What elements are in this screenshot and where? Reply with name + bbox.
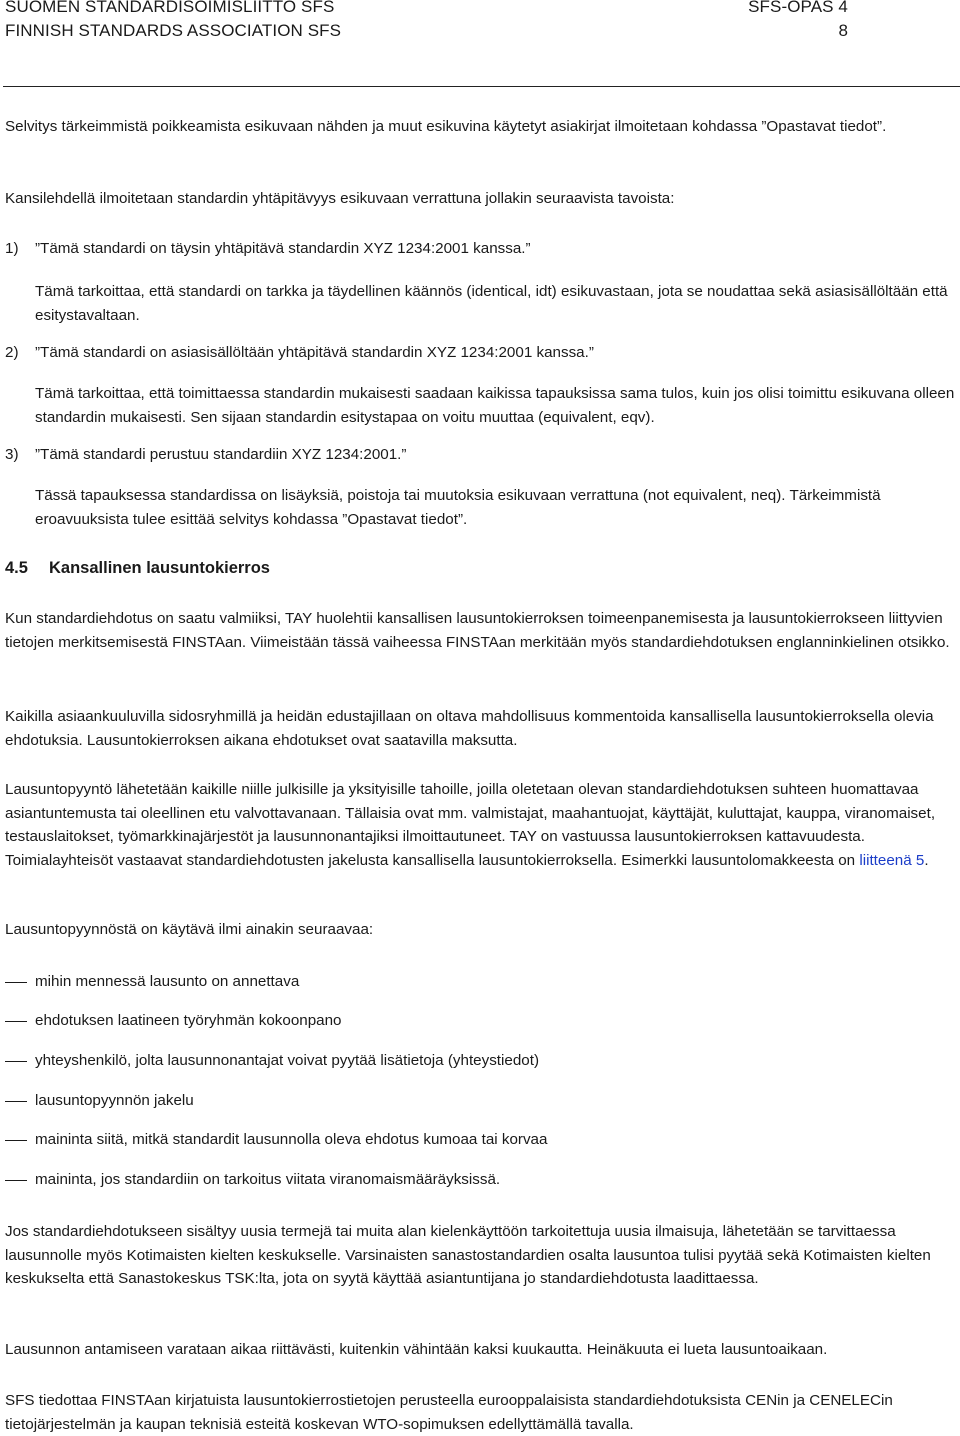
organization-name-finnish: SUOMEN STANDARDISOIMISLIITTO SFS [5, 0, 335, 16]
section-paragraph-2: Kaikilla asiaankuuluvilla sidosryhmillä ja heidän edustajillaan on oltava mahdollisuus kommentoida kansallisella lausuntokierroksella olevia ehdotuksia. Lausuntokierroksen aikana ehdotukset ovat saatavilla maksutta. [5, 708, 934, 749]
option-3-number: 3) [5, 446, 19, 463]
list-dash [5, 1101, 27, 1102]
option-1-explanation: Tämä tarkoittaa, että standardi on tarkka ja täydellinen käännös (identical, idt) esikuvastaan, jota se noudattaa sekä asiasisällöltään että esitystavaltaan. [35, 283, 948, 324]
header-divider [3, 86, 960, 87]
section-paragraph-6: Lausunnon antamiseen varataan aikaa riittävästi, kuitenkin vähintään kaksi kuukautta. Heinäkuuta ei lueta lausuntoaikaan. [5, 1341, 828, 1358]
list-item: yhteyshenkilö, jolta lausunnonantajat voivat pyytää lisätietoja (yhteystiedot) [35, 1052, 540, 1069]
section-paragraph-3 [5, 778, 955, 872]
option-2-number: 2) [5, 344, 19, 361]
list-item: maininta siitä, mitkä standardit lausunnolla oleva ehdotus kumoaa tai korvaa [35, 1131, 548, 1148]
section-paragraph-4: Lausuntopyynnöstä on käytävä ilmi ainakin seuraavaa: [5, 921, 374, 938]
list-dash [5, 1140, 27, 1141]
section-paragraph-5: Jos standardiehdotukseen sisältyy uusia termejä tai muita alan kielenkäyttöön tarkoitettuja uusia ilmaisuja, lähetetään se tarvittaessa lausunnolle myös Kotimaisten kielten keskukselle. Varsinaisten sanastostandardien osalta lausuntoa tulisi pyytää sekä Kotimaisten kielten keskukselta että Sanastokeskus TSK:lta, jota on syytä käyttää asiantuntijana jo standardiehdotusta laadittaessa. [5, 1223, 931, 1287]
list-item: maininta, jos standardiin on tarkoitus viitata viranomaismääräyksissä. [35, 1171, 501, 1188]
page-header-row-1 [5, 0, 960, 18]
intro-paragraph-1: Selvitys tärkeimmistä poikkeamista esikuvaan nähden ja muut esikuvina käytetyt asiakirjat ilmoitetaan kohdassa ”Opastavat tiedot”. [5, 118, 887, 135]
appendix-5-link[interactable]: liitteenä 5 [859, 851, 925, 869]
section-paragraph-1: Kun standardiehdotus on saatu valmiiksi, TAY huolehtii kansallisen lausuntokierroksen toimeenpanemisesta ja lausuntokierrokseen liittyvien tietojen merkitsemisestä FINSTAan. Viimeistään tässä vaiheessa FINSTAan merkitään myös standardiehdotuksen englanninkielinen otsikko. [5, 610, 950, 651]
section-title: Kansallinen lausuntokierros [49, 559, 270, 577]
section-paragraph-3-text: Lausuntopyyntö lähetetään kaikille niille julkisille ja yksityisille tahoille, joilla oletetaan olevan standardiehdotuksen suhteen huomattavaa asiantuntemusta tai oleellinen etu valvottavanaan. Tällaisia ovat mm. valmistajat, maahantuojat, käyttäjät, kuluttajat, kauppa, viranomaiset, testauslaitokset, työmarkkinajärjestöt ja lausunnonantajiksi ilmoittautuneet. TAY on vastuussa lausuntokierroksen kattavuudesta. Toimialayhteisöt vastaavat standardiehdotusten jakelusta kansallisella lausuntokierroksella. Esimerkki lausuntolomakkeesta on [5, 781, 936, 869]
option-2-statement: ”Tämä standardi on asiasisällöltään yhtäpitävä standardin XYZ 1234:2001 kanssa.” [35, 344, 594, 361]
option-2-explanation: Tämä tarkoittaa, että toimittaessa standardin mukaisesti saadaan kaikissa tapauksissa sama tulos, kuin jos olisi toimittu esikuvana olleen standardin mukaisesti. Sen sijaan standardin esitystapaa on voitu muuttaa (equivalent, eqv). [35, 385, 955, 426]
option-1-number: 1) [5, 240, 19, 257]
option-3-statement: ”Tämä standardi perustuu standardiin XYZ 1234:2001.” [35, 446, 407, 463]
section-paragraph-7: SFS tiedottaa FINSTAan kirjatuista lausuntokierrostietojen perusteella eurooppalaisista standardiehdotuksista CENin ja CENELECin tietojärjestelmän ja kaupan teknisiä esteitä koskevan WTO-sopimuksen edellyttämällä tavalla. [5, 1392, 893, 1433]
list-item: lausuntopyynnön jakelu [35, 1092, 194, 1109]
page-header-row-2 [5, 20, 960, 42]
section-number: 4.5 [5, 559, 28, 577]
list-dash [5, 1061, 27, 1062]
list-dash [5, 1021, 27, 1022]
option-3-explanation: Tässä tapauksessa standardissa on lisäyksiä, poistoja tai muutoksia esikuvaan verrattuna (not equivalent, neq). Tärkeimmistä eroavuuksista tulee esittää selvitys kohdassa ”Opastavat tiedot”. [35, 487, 881, 528]
intro-paragraph-2: Kansilehdellä ilmoitetaan standardin yhtäpitävyys esikuvaan verrattuna jollakin seuraavista tavoista: [5, 190, 675, 207]
organization-name-english: FINNISH STANDARDS ASSOCIATION SFS [5, 21, 342, 40]
page-number: 8 [838, 21, 848, 40]
section-heading [5, 557, 270, 580]
document-id: SFS-OPAS 4 [748, 0, 848, 16]
list-dash [5, 1180, 27, 1181]
section-paragraph-3-end: . [924, 851, 929, 869]
option-1-statement: ”Tämä standardi on täysin yhtäpitävä standardin XYZ 1234:2001 kanssa.” [35, 240, 531, 257]
list-item: mihin mennessä lausunto on annettava [35, 973, 300, 990]
list-item: ehdotuksen laatineen työryhmän kokoonpano [35, 1012, 342, 1029]
list-dash [5, 982, 27, 983]
